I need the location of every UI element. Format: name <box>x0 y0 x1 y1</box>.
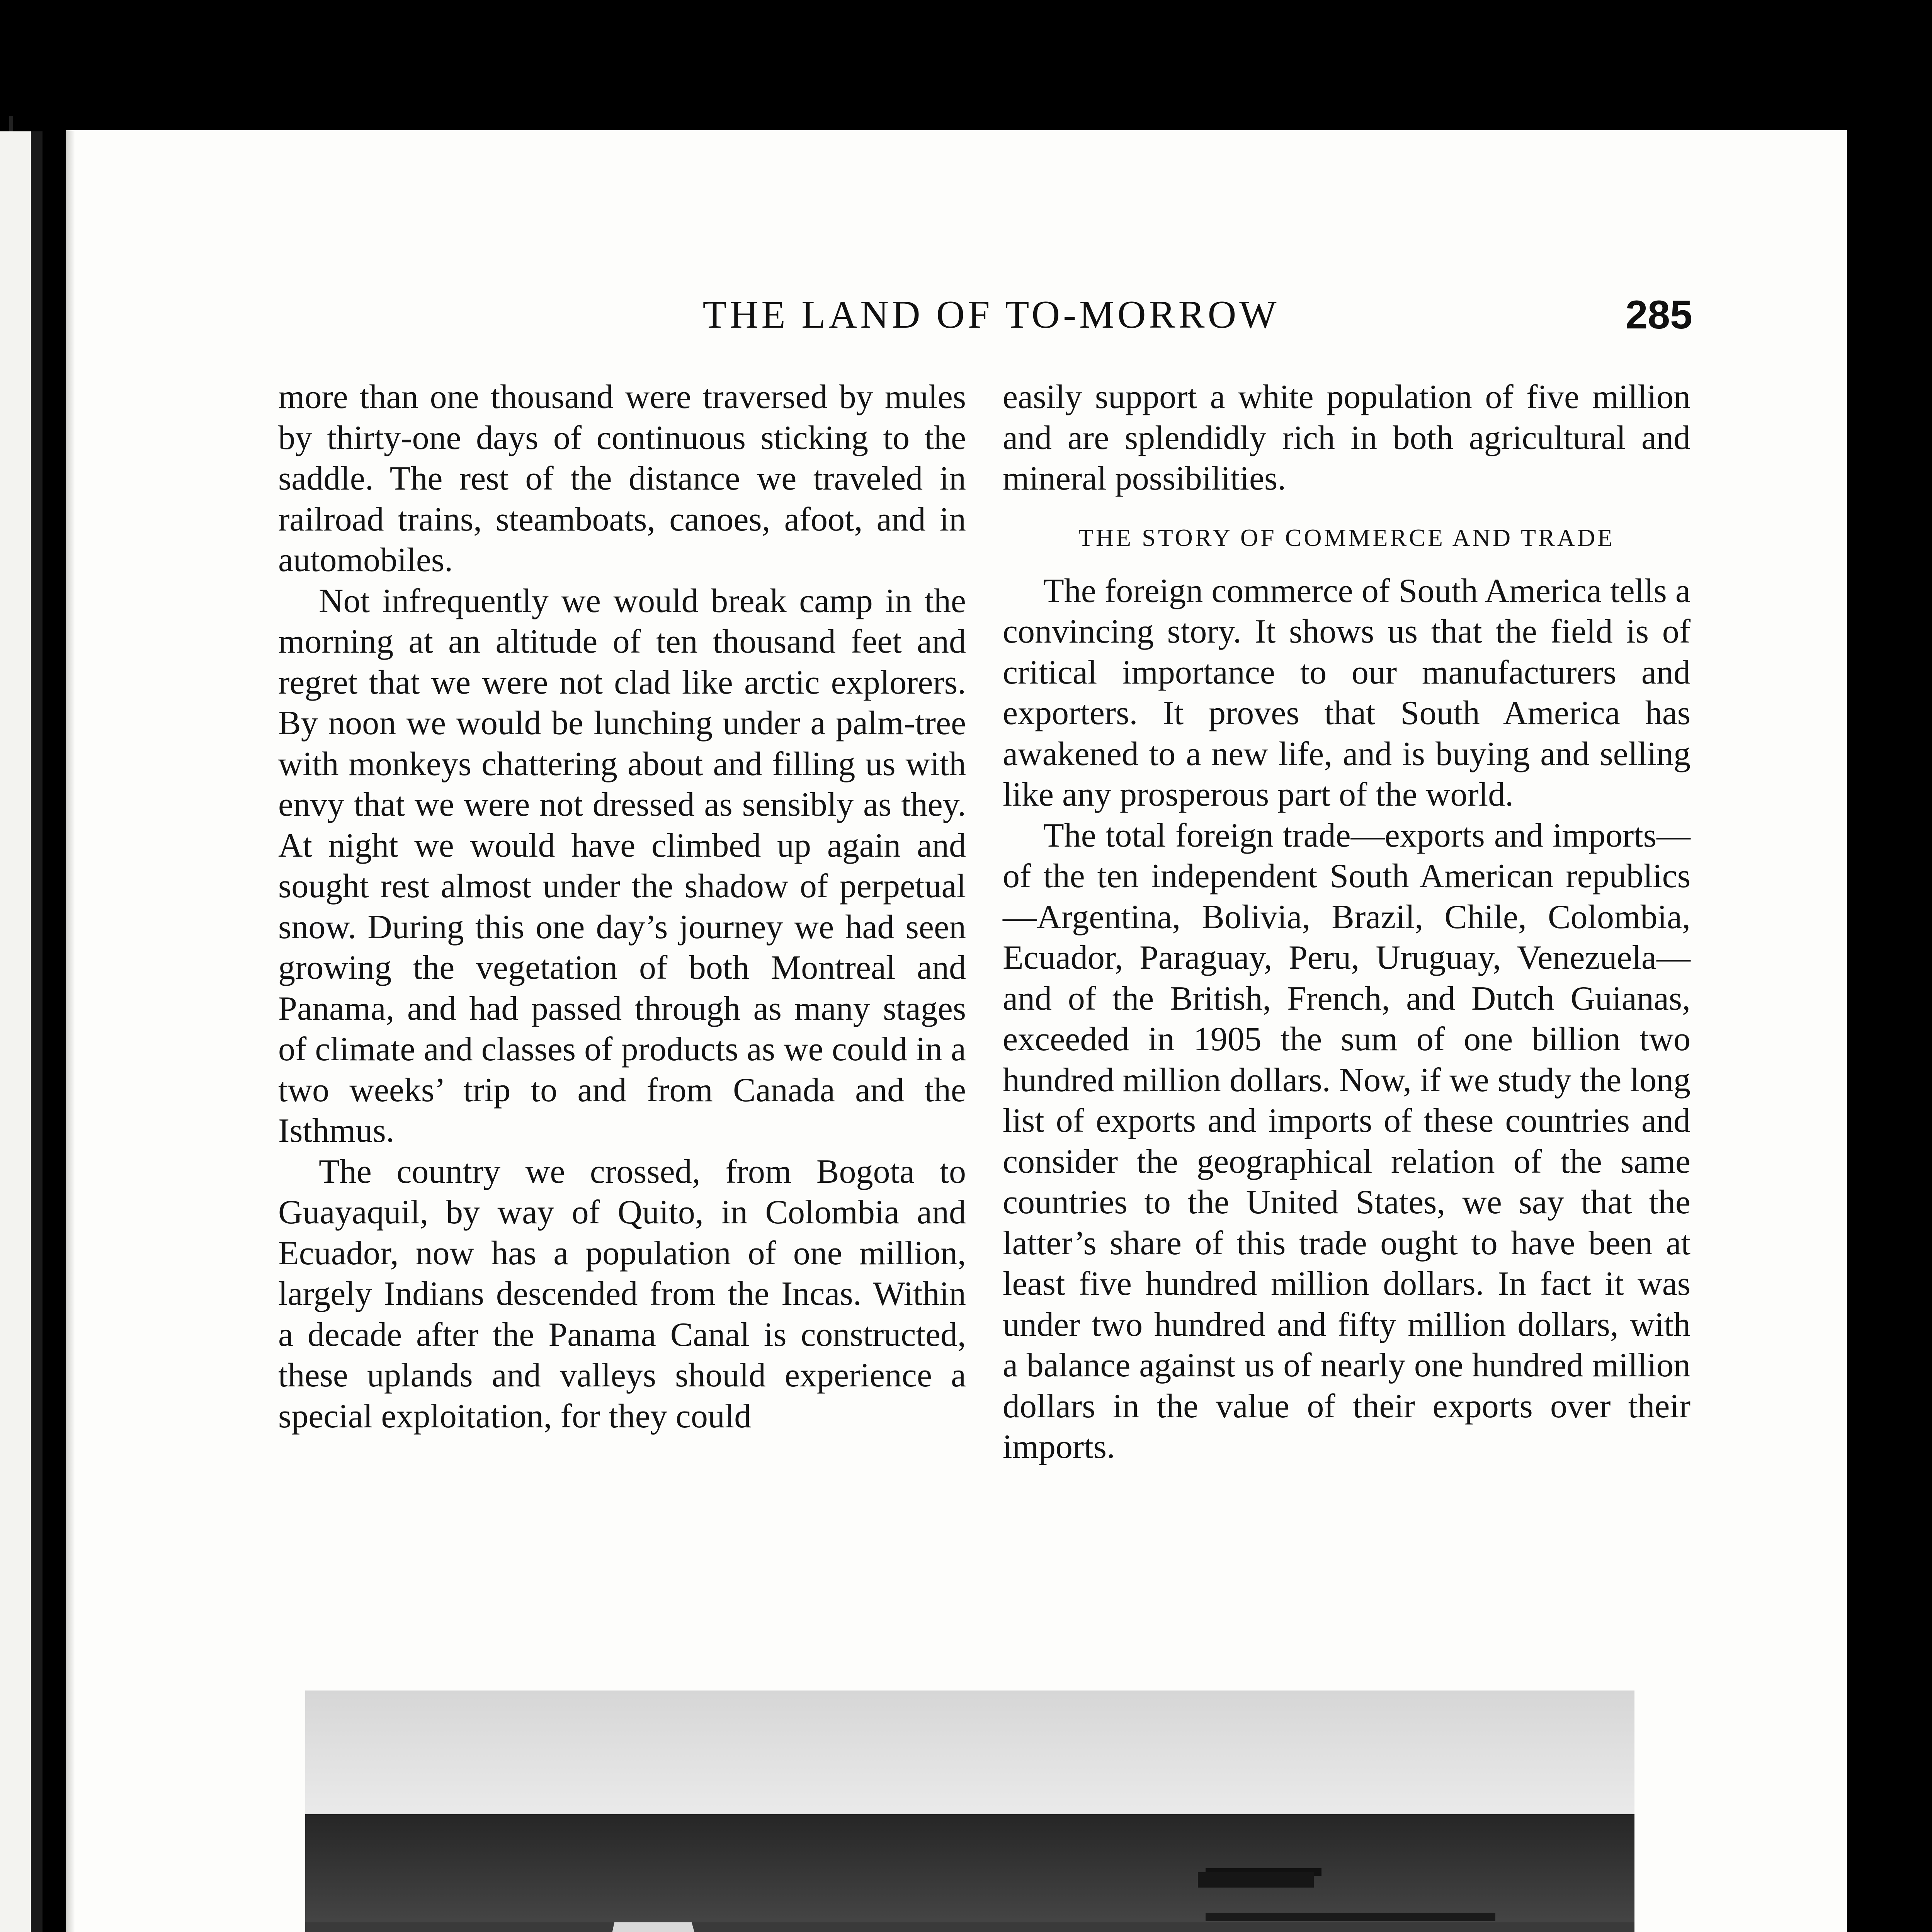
section-heading: THE STORY OF COMMERCE AND TRADE <box>1078 524 1615 551</box>
page-gutter-shadow <box>66 130 75 1932</box>
paragraph: easily support a white population of five million and are splendidly rich in both agricultural and mineral possibilities. <box>1003 378 1690 497</box>
wharf <box>1206 1913 1495 1921</box>
page-number: 285 <box>1625 293 1692 337</box>
town <box>305 1922 1634 1932</box>
photo-illustration <box>305 1690 1634 1932</box>
photograph-punta-arenas <box>305 1690 1634 1932</box>
paragraph: The foreign commerce of South America tells a convincing story. It shows us that the field is of critical importance to our manufacturers and exporters. It proves that South America has awakened to a new life, and is buying and selling like any prosperous part of the world. <box>1003 572 1690 813</box>
facing-page-edge <box>0 131 43 1932</box>
left-text-column <box>278 377 966 1437</box>
right-text-column <box>1003 377 1690 1468</box>
running-head: THE LAND OF TO-MORROW <box>702 293 1280 337</box>
paragraph: The total foreign trade—exports and imports—of the ten independent South American republics—Argentina, Bolivia, Brazil, Chile, Colombia, Ecuador, Paraguay, Peru, Uruguay, Venezuela—and of the British, French, and Dutch Guianas, exceeded in 1905 the sum of one billion two hundred million dollars. Now, if we study the long list of exports and imports of these countries and consider the geographical relation of the same countries to the United States, we say that the latter’s share of this trade ought to have been at least five hundred million dollars. In fact it was under two hundred and fifty million dollars, with a balance against us of nearly one hundred million dollars in the value of their exports over their imports. <box>1003 816 1690 1466</box>
sky <box>305 1690 1634 1814</box>
paragraph: Not infrequently we would break camp in the morning at an altitude of ten thousand feet and regret that we were not clad like arctic explorers. By noon we would be lunching under a palm-tree with monkeys chattering about and filling us with envy that we were not dressed as sensibly as they. At night we would have climbed up again and sought rest almost under the shadow of perpetual snow. During this one day’s journey we had seen growing the vegetation of both Montreal and Panama, and had passed through as many stages of climate and classes of products as we could in a two weeks’ trip to and from Canada and the Isthmus. <box>278 582 966 1150</box>
paragraph: more than one thousand were traversed by mules by thirty-one days of continuous sticking to the saddle. The rest of the distance we traveled in railroad trains, steamboats, canoes, afoot, and in automobiles. <box>278 378 966 579</box>
paragraph: The country we crossed, from Bogota to Guayaquil, by way of Quito, in Colombia and Ecuador, now has a population of one million, largely Indians descended from the Incas. Within a decade after the Panama Canal is constructed, these uplands and valleys should experience a special exploitation, for they could <box>278 1153 966 1435</box>
ship <box>1198 1872 1314 1888</box>
